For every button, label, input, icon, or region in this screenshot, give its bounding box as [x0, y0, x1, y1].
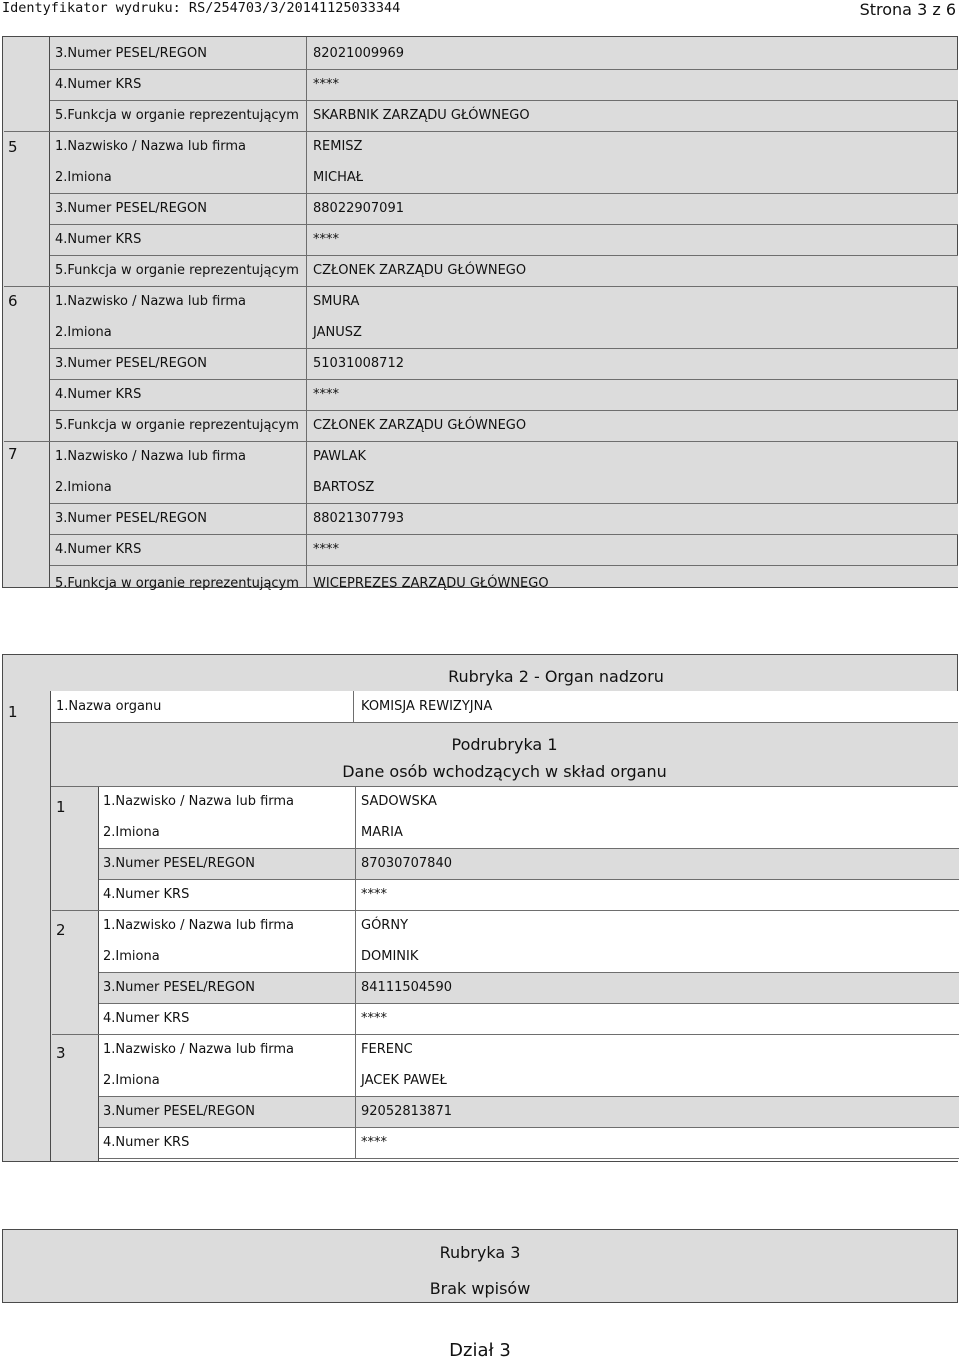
- column-divider: [353, 691, 354, 722]
- field-label: 3.Numer PESEL/REGON: [103, 980, 255, 995]
- podrubryka-title: Podrubryka 1: [451, 735, 558, 754]
- field-label: 3.Numer PESEL/REGON: [103, 1104, 255, 1119]
- field-value: 82021009969: [313, 46, 404, 61]
- table-row: [50, 286, 958, 317]
- row-divider: [52, 910, 959, 911]
- field-label: 3.Numer PESEL/REGON: [103, 856, 255, 871]
- field-label: 5.Funkcja w organie reprezentującym: [55, 108, 299, 123]
- field-label: 4.Numer KRS: [55, 232, 142, 247]
- table-row: [99, 848, 959, 879]
- row-divider: [50, 348, 958, 349]
- rubryka3-content: Brak wpisów: [429, 1279, 531, 1298]
- field-value: PAWLAK: [313, 449, 367, 464]
- table-row: [50, 534, 958, 565]
- field-label: 5.Funkcja w organie reprezentującym: [55, 576, 299, 591]
- person-number: 3: [56, 1044, 66, 1062]
- row-divider: [50, 100, 958, 101]
- field-value: FERENC: [361, 1042, 413, 1057]
- field-label: 1.Nazwisko / Nazwa lub firma: [103, 918, 295, 933]
- field-label: 2.Imiona: [55, 325, 112, 340]
- person-number: 1: [56, 798, 66, 816]
- dzial-heading: Dział 3: [449, 1340, 511, 1361]
- field-label: 3.Numer PESEL/REGON: [55, 201, 207, 216]
- rubryka2-title: Rubryka 2 - Organ nadzoru: [356, 667, 756, 691]
- table-row: [99, 817, 959, 848]
- person-number: 2: [56, 921, 66, 939]
- table-row: [50, 255, 958, 286]
- field-label: 1.Nazwa organu: [56, 699, 162, 714]
- field-value: ****: [361, 1011, 387, 1026]
- table-row: [99, 941, 959, 972]
- row-divider: [50, 534, 958, 535]
- field-value: JACEK PAWEŁ: [361, 1073, 447, 1088]
- table-row: [50, 38, 958, 69]
- field-label: 3.Numer PESEL/REGON: [55, 356, 207, 371]
- row-divider: [4, 286, 958, 287]
- row-divider: [52, 1034, 959, 1035]
- table-row: [50, 100, 958, 131]
- table-row: [50, 69, 958, 100]
- row-divider: [50, 410, 958, 411]
- row-divider: [51, 722, 958, 723]
- field-value: DOMINIK: [361, 949, 419, 964]
- field-label: 3.Numer PESEL/REGON: [55, 46, 207, 61]
- field-value: 84111504590: [361, 980, 452, 995]
- row-divider: [50, 503, 958, 504]
- field-label: 4.Numer KRS: [55, 387, 142, 402]
- row-divider: [50, 255, 958, 256]
- table-row: [50, 379, 958, 410]
- podrubryka-subtitle: Dane osób wchodzących w skład organu: [342, 762, 667, 781]
- field-value: 88022907091: [313, 201, 404, 216]
- field-value: ****: [361, 887, 387, 902]
- field-label: 5.Funkcja w organie reprezentującym: [55, 263, 299, 278]
- field-value: JANUSZ: [313, 325, 362, 340]
- table-row: [50, 193, 958, 224]
- table-row: [50, 472, 958, 503]
- persons-table: [98, 786, 959, 1161]
- table-row: [99, 879, 959, 910]
- organ-number: 1: [8, 703, 18, 721]
- row-divider: [99, 848, 959, 849]
- field-value: SADOWSKA: [361, 794, 437, 809]
- field-label: 5.Funkcja w organie reprezentującym: [55, 418, 299, 433]
- member-number: 6: [8, 292, 18, 310]
- row-divider: [99, 879, 959, 880]
- table-row: [50, 317, 958, 348]
- table-row: [50, 441, 958, 472]
- podrubryka-header: [51, 722, 958, 786]
- field-label: 2.Imiona: [103, 949, 160, 964]
- table-row: [99, 1065, 959, 1096]
- table-row: [99, 910, 959, 941]
- field-label: 2.Imiona: [103, 1073, 160, 1088]
- field-label: 4.Numer KRS: [55, 542, 142, 557]
- row-divider: [99, 1003, 959, 1004]
- field-value: REMISZ: [313, 139, 363, 154]
- field-value: CZŁONEK ZARZĄDU GŁÓWNEGO: [313, 263, 527, 278]
- column-divider: [306, 37, 307, 587]
- field-value: 92052813871: [361, 1104, 452, 1119]
- field-label: 2.Imiona: [55, 480, 112, 495]
- board-section: [2, 36, 958, 591]
- page-number: Strona 3 z 6: [859, 0, 956, 19]
- row-divider: [4, 131, 958, 132]
- field-value: 88021307793: [313, 511, 404, 526]
- field-value: ****: [313, 542, 339, 557]
- row-divider: [50, 224, 958, 225]
- member-number: 7: [8, 445, 18, 463]
- row-divider: [99, 1158, 959, 1159]
- field-label: 1.Nazwisko / Nazwa lub firma: [55, 139, 247, 154]
- table-row: [50, 131, 958, 162]
- field-value: SKARBNIK ZARZĄDU GŁÓWNEGO: [313, 108, 530, 123]
- row-divider: [51, 786, 958, 787]
- field-label: 4.Numer KRS: [103, 1135, 190, 1150]
- field-label: 3.Numer PESEL/REGON: [55, 511, 207, 526]
- field-value: MARIA: [361, 825, 403, 840]
- field-value: KOMISJA REWIZYJNA: [361, 699, 493, 714]
- field-label: 1.Nazwisko / Nazwa lub firma: [55, 449, 247, 464]
- field-label: 1.Nazwisko / Nazwa lub firma: [55, 294, 247, 309]
- table-row: [99, 972, 959, 1003]
- organ-table: [50, 691, 958, 1161]
- field-value: ****: [313, 232, 339, 247]
- table-row: [50, 410, 958, 441]
- print-identifier: Identyfikator wydruku: RS/254703/3/20141125033344: [2, 0, 401, 16]
- row-divider: [50, 193, 958, 194]
- table-row: [50, 224, 958, 255]
- field-label: 2.Imiona: [103, 825, 160, 840]
- rubryka2-section: [2, 654, 958, 1162]
- rubryka3-title: Rubryka 3: [439, 1243, 521, 1262]
- field-value: GÓRNY: [361, 918, 409, 933]
- field-value: WICEPREZES ZARZĄDU GŁÓWNEGO: [313, 576, 549, 591]
- field-value: SMURA: [313, 294, 360, 309]
- field-value: CZŁONEK ZARZĄDU GŁÓWNEGO: [313, 418, 527, 433]
- table-row: [99, 1003, 959, 1034]
- table-row: [50, 348, 958, 379]
- table-row: [50, 565, 958, 591]
- field-value: BARTOSZ: [313, 480, 375, 495]
- table-row: [99, 786, 959, 817]
- field-label: 4.Numer KRS: [103, 1011, 190, 1026]
- board-table: [49, 37, 958, 591]
- field-value: 87030707840: [361, 856, 452, 871]
- field-value: ****: [313, 77, 339, 92]
- rubryka3-section: [2, 1229, 958, 1303]
- row-divider: [50, 379, 958, 380]
- row-divider: [4, 441, 958, 442]
- table-row: [99, 1034, 959, 1065]
- field-value: 51031008712: [313, 356, 404, 371]
- field-label: 4.Numer KRS: [55, 77, 142, 92]
- field-value: MICHAŁ: [313, 170, 364, 185]
- field-label: 1.Nazwisko / Nazwa lub firma: [103, 1042, 295, 1057]
- table-row: [50, 503, 958, 534]
- row-divider: [99, 1096, 959, 1097]
- table-row: [50, 162, 958, 193]
- row-divider: [50, 565, 958, 566]
- field-label: 2.Imiona: [55, 170, 112, 185]
- member-number: 5: [8, 138, 18, 156]
- table-row: [99, 1096, 959, 1127]
- table-row: [51, 691, 958, 722]
- field-value: ****: [313, 387, 339, 402]
- row-divider: [99, 972, 959, 973]
- print-header: [0, 0, 960, 20]
- field-label: 4.Numer KRS: [103, 887, 190, 902]
- table-row: [99, 1127, 959, 1158]
- row-divider: [50, 69, 958, 70]
- field-label: 1.Nazwisko / Nazwa lub firma: [103, 794, 295, 809]
- persons-block: [51, 786, 958, 1161]
- field-value: ****: [361, 1135, 387, 1150]
- row-divider: [99, 1127, 959, 1128]
